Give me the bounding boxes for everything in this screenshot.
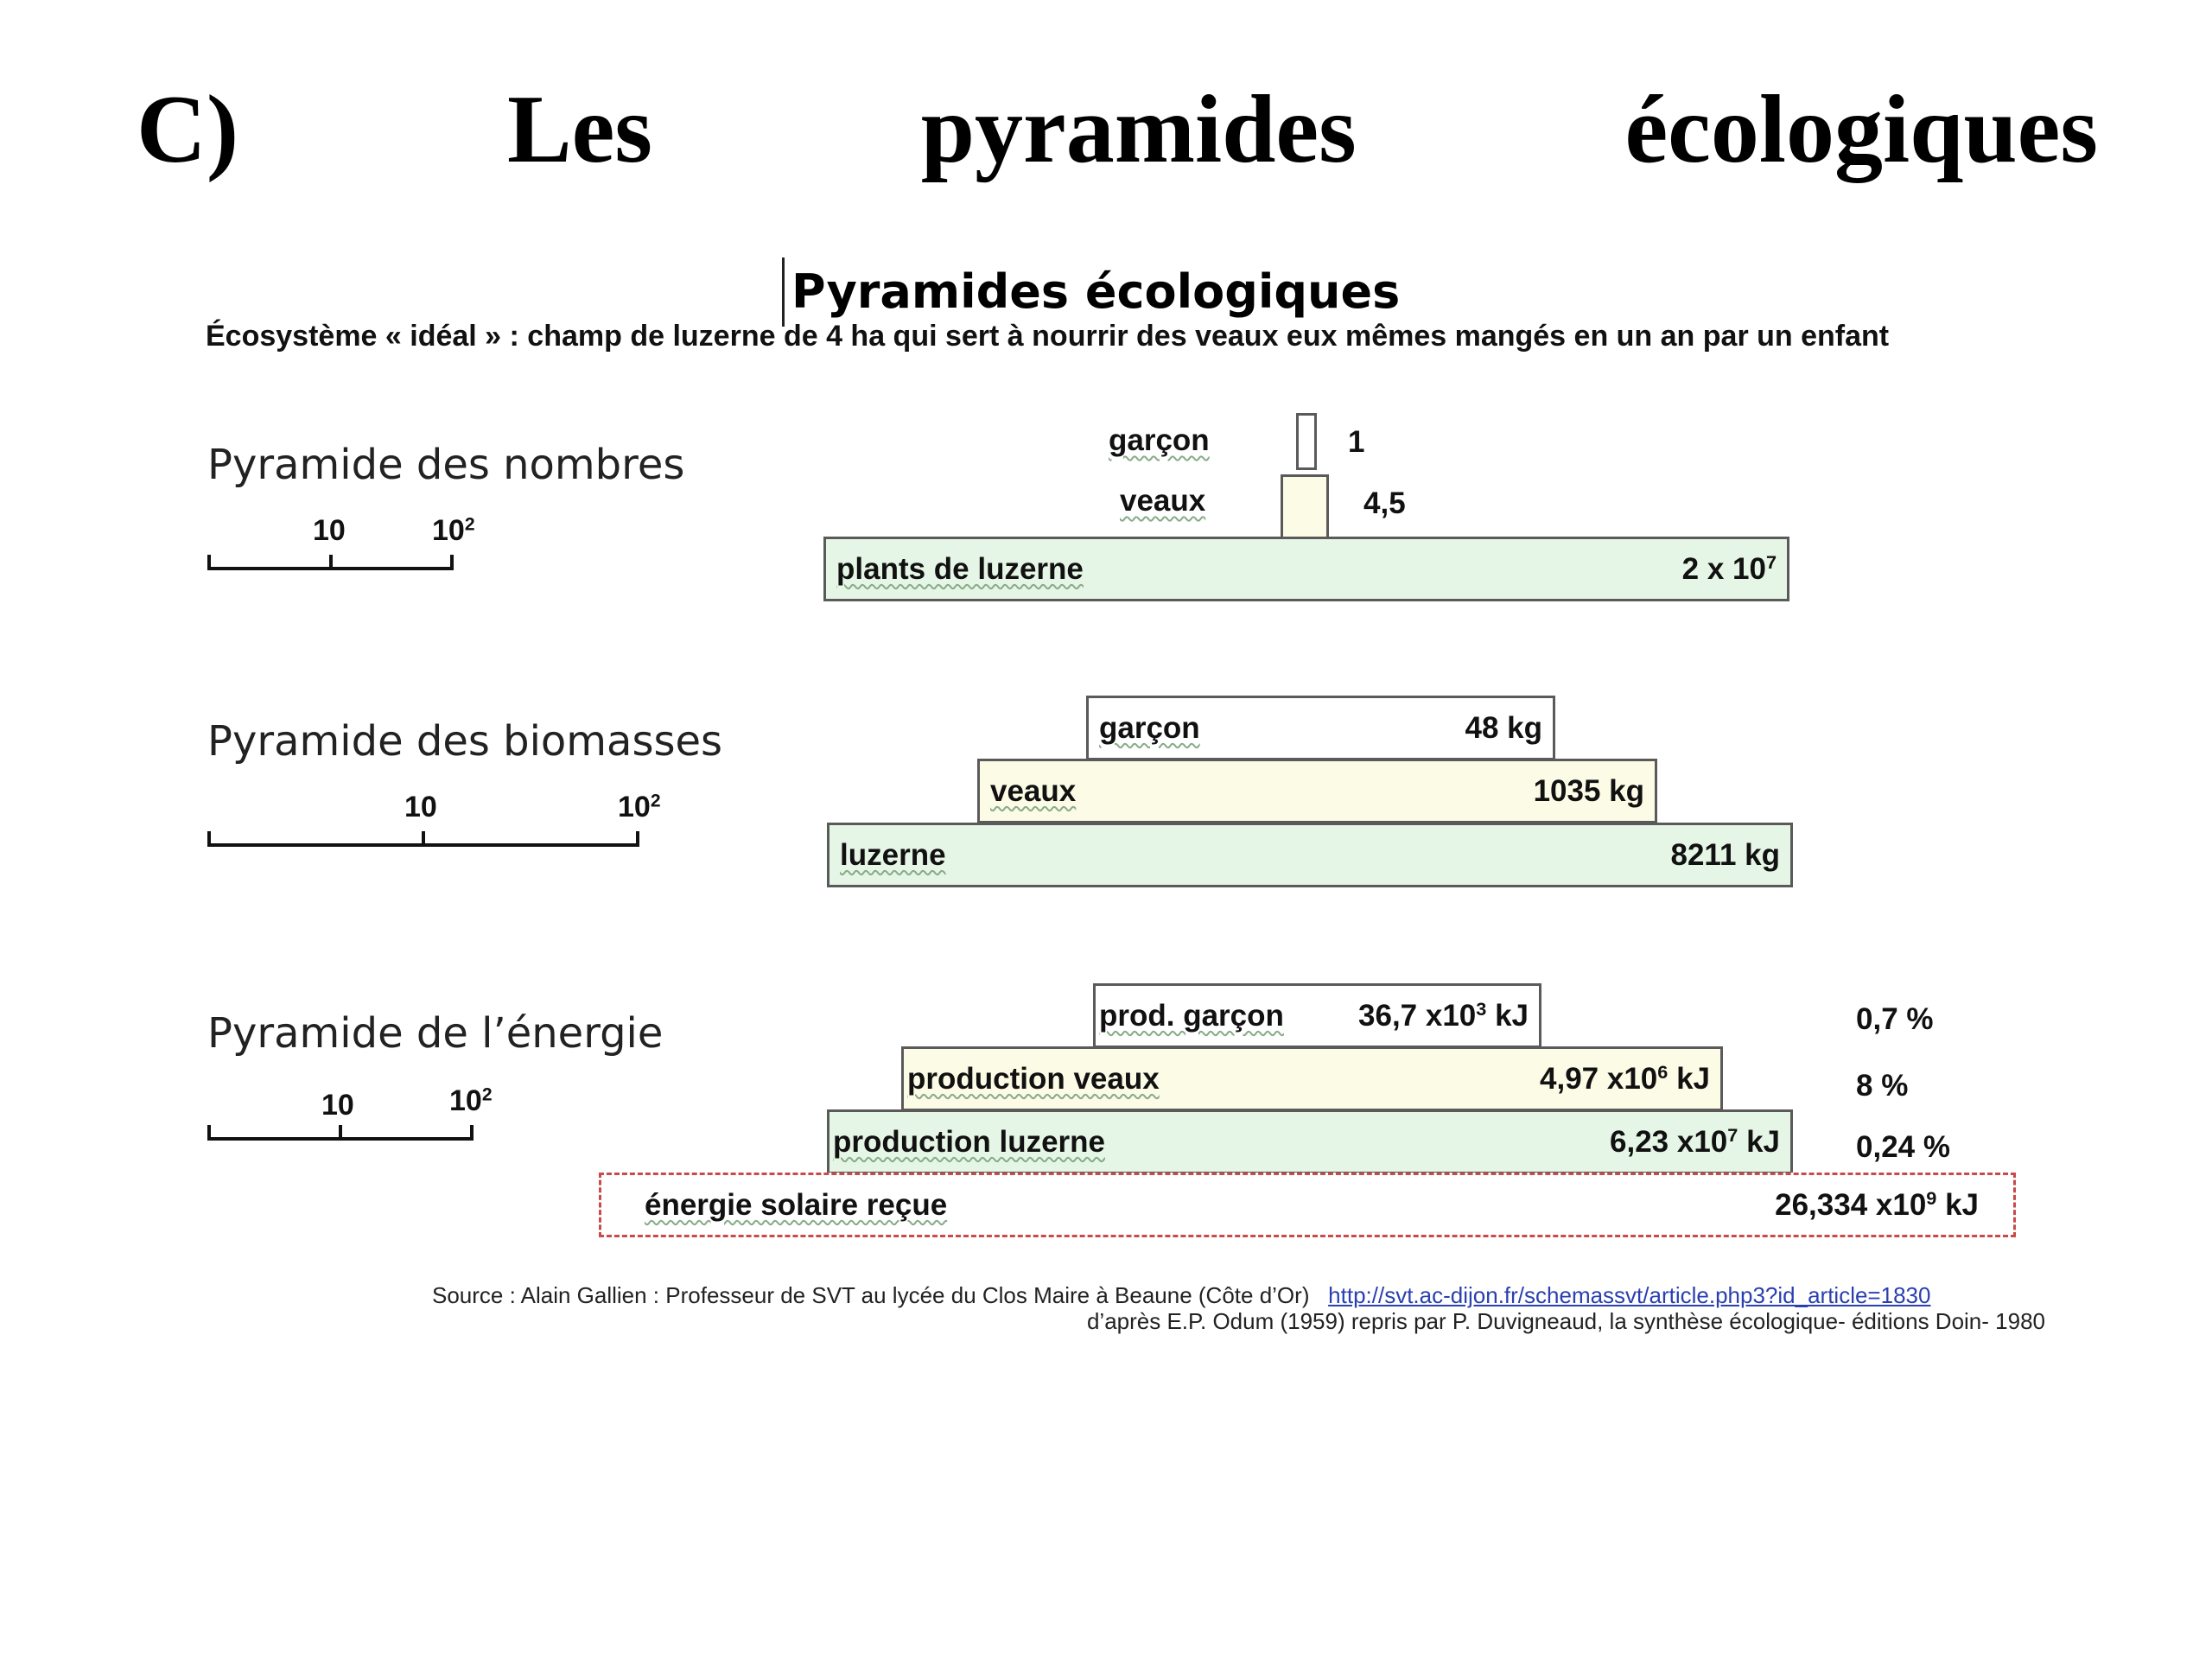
energy-efficiency: 0,24 % — [1856, 1130, 1950, 1164]
value-exponent: 3 — [1476, 997, 1487, 1020]
energy-level-name: production luzerne — [833, 1124, 1105, 1159]
numbers-level-value — [1682, 552, 1787, 587]
slide-title-word: C) — [137, 75, 239, 183]
energy-level-value — [1775, 1188, 2013, 1223]
energy-bar-solar — [599, 1173, 2016, 1237]
value-base: 6,23 x10 — [1610, 1124, 1728, 1159]
scale-label-10-squared — [432, 514, 475, 548]
source-line-1 — [432, 1282, 1930, 1309]
slide-title — [137, 65, 2098, 194]
scale-tick — [450, 555, 454, 570]
numbers-level-name: plants de luzerne — [836, 551, 1084, 586]
slide-title-word: écologiques — [1624, 75, 2098, 183]
scale-tick — [339, 1125, 342, 1141]
slide-title-word: pyramides — [920, 75, 1357, 183]
numbers-level-name: garçon — [1109, 423, 1210, 457]
scale-label-base: 10 — [618, 791, 651, 823]
scale-tick — [207, 831, 211, 847]
value-base: 36,7 x10 — [1358, 998, 1477, 1033]
source-link[interactable]: http://svt.ac-dijon.fr/schemassvt/article.php3?id_article=1830 — [1328, 1282, 1931, 1308]
scale-label-base: 10 — [432, 514, 465, 547]
energy-level-name: énergie solaire reçue — [645, 1187, 948, 1222]
value-exponent: 6 — [1657, 1060, 1669, 1083]
figure-subtitle: Écosystème « idéal » : champ de luzerne de 4 ha qui sert à nourrir des veaux eux mêmes mangés en un an par un enfant — [206, 320, 1890, 353]
scale-tick — [636, 831, 639, 847]
scale-tick — [329, 555, 333, 570]
value-exponent: 7 — [1765, 550, 1777, 573]
scale-tick — [470, 1125, 474, 1141]
value-unit: kJ — [1738, 1124, 1780, 1159]
biomass-bar-luzerne — [827, 823, 1793, 887]
scale-tick — [207, 555, 211, 570]
biomass-level-value: 8211 kg — [1670, 837, 1780, 872]
scale-tick — [207, 1125, 211, 1141]
scale-label-10: 10 — [404, 791, 437, 823]
scale-label-exponent: 2 — [464, 514, 475, 535]
energy-level-name: prod. garçon — [1099, 998, 1284, 1033]
numbers-level-value: 4,5 — [1363, 486, 1406, 520]
value-unit: kJ — [1936, 1187, 1979, 1222]
energy-level-value — [1610, 1125, 1790, 1160]
scale-label-10-squared — [449, 1084, 493, 1118]
scale-label-10: 10 — [313, 514, 346, 547]
energy-bar-garcon — [1093, 983, 1541, 1048]
value-unit: kJ — [1668, 1061, 1710, 1096]
biomass-level-name: veaux — [990, 773, 1077, 808]
value-base: 4,97 x10 — [1540, 1061, 1658, 1096]
energy-bar-luzerne — [827, 1109, 1793, 1174]
slide-title-word: Les — [506, 75, 652, 183]
biomass-scale — [207, 821, 639, 847]
energy-pyramid-label: Pyramide de l’énergie — [207, 1009, 664, 1058]
energy-efficiency: 8 % — [1856, 1069, 1909, 1103]
energy-bar-veaux — [901, 1046, 1723, 1111]
numbers-level-value: 1 — [1348, 425, 1365, 459]
numbers-bar-luzerne — [823, 537, 1789, 601]
source-line-2: d’après E.P. Odum (1959) repris par P. Duvigneaud, la synthèse écologique- éditions Doin- 1980 — [1086, 1308, 2045, 1334]
biomass-bar-veaux — [977, 759, 1657, 823]
energy-level-value — [1540, 1062, 1720, 1096]
value-unit: kJ — [1486, 998, 1529, 1033]
numbers-scale — [207, 544, 454, 570]
value-base: 2 x 10 — [1681, 551, 1766, 586]
energy-efficiency: 0,7 % — [1856, 1002, 1934, 1036]
scale-label-10: 10 — [321, 1089, 354, 1122]
biomass-pyramid-label: Pyramide des biomasses — [207, 717, 723, 766]
numbers-level-name: veaux — [1120, 484, 1206, 518]
biomass-level-value: 1035 kg — [1533, 773, 1644, 808]
source-text: Source : Alain Gallien : Professeur de SVT au lycée du Clos Maire à Beaune (Côte d’Or) — [432, 1282, 1310, 1308]
scale-label-10-squared — [618, 791, 661, 824]
scale-label-exponent: 2 — [481, 1084, 493, 1105]
figure-title: Pyramides écologiques — [782, 257, 1400, 327]
biomass-level-name: luzerne — [840, 837, 946, 872]
value-exponent: 9 — [1926, 1186, 1937, 1209]
energy-level-name: production veaux — [907, 1061, 1160, 1096]
scale-tick — [422, 831, 425, 847]
scale-label-exponent: 2 — [650, 791, 661, 811]
biomass-level-value: 48 kg — [1465, 710, 1542, 745]
numbers-pyramid-label: Pyramide des nombres — [207, 441, 685, 489]
numbers-bar-garcon — [1296, 413, 1317, 470]
value-exponent: 7 — [1727, 1123, 1738, 1146]
scale-label-base: 10 — [449, 1084, 482, 1117]
biomass-level-name: garçon — [1099, 710, 1200, 745]
biomass-bar-garcon — [1086, 696, 1555, 760]
energy-level-value — [1358, 999, 1539, 1033]
numbers-bar-veaux — [1281, 474, 1329, 539]
value-base: 26,334 x10 — [1775, 1187, 1927, 1222]
